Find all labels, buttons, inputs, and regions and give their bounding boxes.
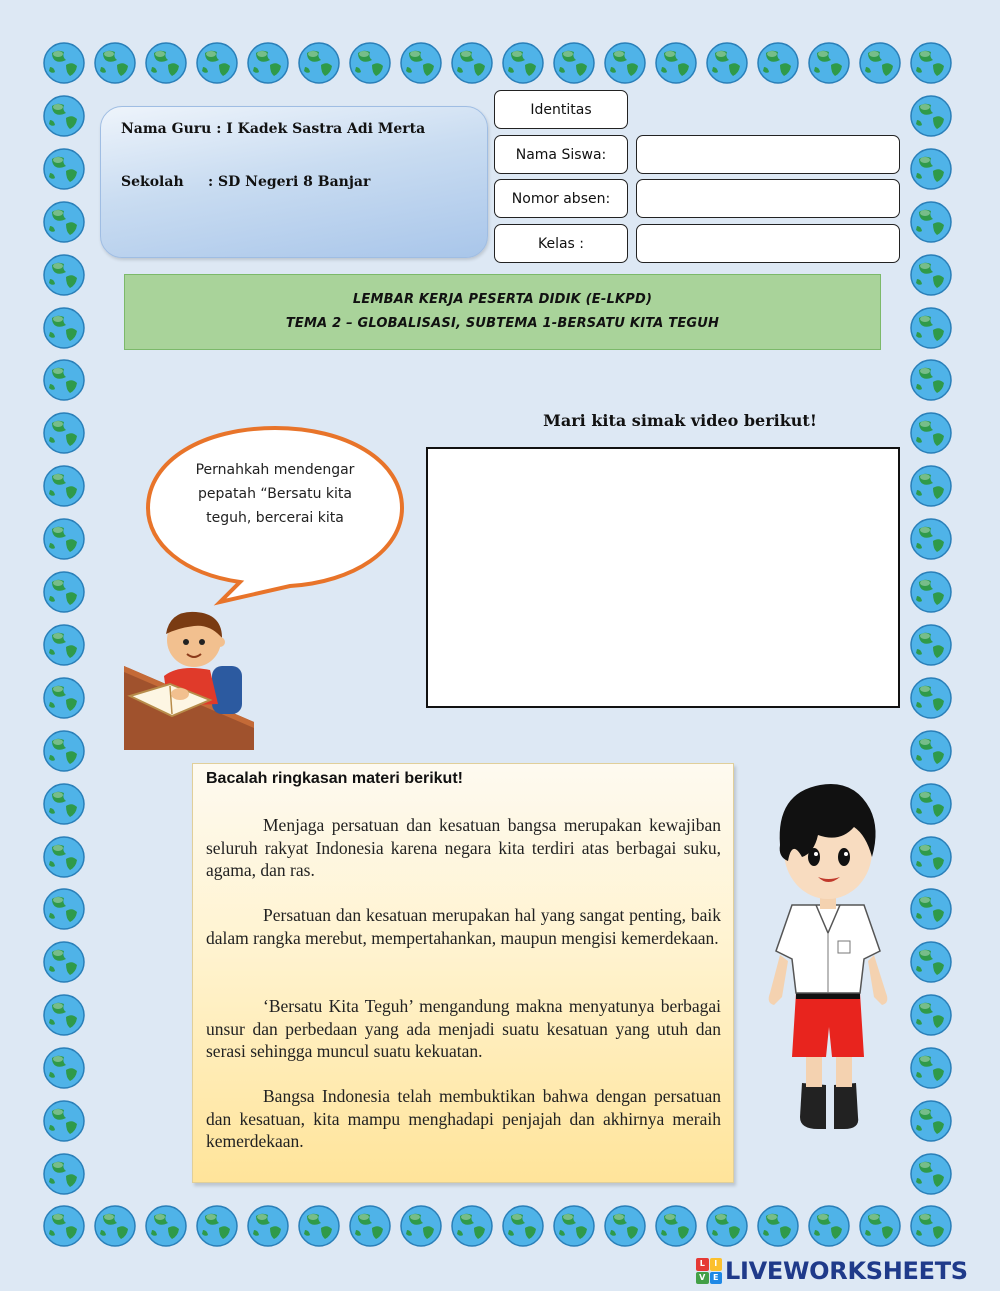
globe-icon	[42, 200, 86, 244]
globe-icon	[654, 41, 698, 85]
globe-icon	[348, 1204, 392, 1248]
globe-icon	[909, 887, 953, 931]
worksheet-title-band	[124, 274, 881, 350]
globe-icon	[195, 41, 239, 85]
video-heading: Mari kita simak video berikut!	[543, 411, 817, 430]
absence-number-field[interactable]	[636, 179, 900, 218]
globe-icon	[42, 358, 86, 402]
globe-icon	[909, 41, 953, 85]
globe-icon	[909, 782, 953, 826]
globe-icon	[42, 887, 86, 931]
globe-icon	[42, 729, 86, 773]
globe-icon	[756, 1204, 800, 1248]
globe-icon	[909, 570, 953, 614]
summary-heading: Bacalah ringkasan materi berikut!	[206, 770, 463, 787]
globe-icon	[909, 1046, 953, 1090]
bubble-question: Pernahkah mendengar pepatah “Bersatu kita teguh, bercerai kita	[195, 462, 355, 526]
globe-icon	[909, 1099, 953, 1143]
class-label: Kelas :	[494, 224, 628, 263]
brand-watermark	[696, 1255, 968, 1287]
globe-icon	[42, 1046, 86, 1090]
globe-icon	[42, 306, 86, 350]
brand-name: LIVEWORKSHEETS	[725, 1257, 968, 1285]
globe-icon	[42, 570, 86, 614]
globe-icon	[42, 1152, 86, 1196]
school-name: Sekolah : SD Negeri 8 Banjar	[121, 174, 371, 190]
summary-paragraph-3: ‘Bersatu Kita Teguh’ mengandung makna menyatunya berbagai unsur dan perbedaan yang ada menjadi suatu kesatuan yang utuh dan serasi sehingga muncul suatu kekuatan.	[206, 996, 721, 1062]
globe-icon	[603, 41, 647, 85]
globe-icon	[909, 517, 953, 561]
globe-icon	[909, 200, 953, 244]
globe-icon	[42, 940, 86, 984]
teacher-info-box	[100, 106, 488, 258]
globe-icon	[450, 1204, 494, 1248]
globe-icon	[144, 1204, 188, 1248]
globe-icon	[654, 1204, 698, 1248]
globe-icon	[858, 1204, 902, 1248]
summary-paragraph-2: Persatuan dan kesatuan merupakan hal yang sangat penting, baik dalam rangka merebut, mempertahankan, maupun mengisi kemerdekaan.	[206, 905, 721, 948]
identity-title: Identitas	[494, 90, 628, 129]
video-player[interactable]	[426, 447, 900, 708]
globe-icon	[42, 517, 86, 561]
student-name-label: Nama Siswa:	[494, 135, 628, 174]
globe-icon	[705, 41, 749, 85]
globe-icon	[42, 676, 86, 720]
globe-icon	[42, 253, 86, 297]
globe-icon	[399, 41, 443, 85]
globe-icon	[348, 41, 392, 85]
globe-icon	[42, 782, 86, 826]
globe-icon	[909, 623, 953, 667]
globe-icon	[909, 411, 953, 455]
globe-icon	[909, 1152, 953, 1196]
summary-paragraph-1: Menjaga persatuan dan kesatuan bangsa merupakan kewajiban seluruh rakyat Indonesia karena negara kita terdiri atas berbagai suku, agama, dan ras.	[206, 815, 721, 881]
globe-icon	[705, 1204, 749, 1248]
globe-icon	[756, 41, 800, 85]
globe-icon	[297, 1204, 341, 1248]
globe-icon	[909, 464, 953, 508]
globe-icon	[42, 147, 86, 191]
globe-icon	[42, 41, 86, 85]
globe-icon	[909, 94, 953, 138]
class-field[interactable]	[636, 224, 900, 263]
globe-icon	[297, 41, 341, 85]
globe-icon	[909, 729, 953, 773]
globe-icon	[144, 41, 188, 85]
globe-icon	[42, 623, 86, 667]
brand-logo-letter: E	[710, 1272, 723, 1285]
globe-icon	[807, 1204, 851, 1248]
globe-icon	[42, 1099, 86, 1143]
globe-icon	[450, 41, 494, 85]
globe-icon	[42, 993, 86, 1037]
globe-icon	[246, 1204, 290, 1248]
globe-icon	[246, 41, 290, 85]
reading-boy-icon	[124, 604, 256, 750]
globe-icon	[42, 411, 86, 455]
globe-icon	[909, 993, 953, 1037]
teacher-name: Nama Guru : I Kadek Sastra Adi Merta	[121, 121, 426, 137]
globe-icon	[195, 1204, 239, 1248]
globe-icon	[909, 253, 953, 297]
brand-logo-letter: V	[696, 1272, 709, 1285]
globe-icon	[603, 1204, 647, 1248]
globe-icon	[42, 464, 86, 508]
globe-icon	[858, 41, 902, 85]
globe-icon	[552, 1204, 596, 1248]
globe-icon	[909, 835, 953, 879]
globe-icon	[909, 1204, 953, 1248]
globe-icon	[909, 940, 953, 984]
globe-icon	[909, 306, 953, 350]
globe-icon	[42, 835, 86, 879]
absence-number-label: Nomor absen:	[494, 179, 628, 218]
globe-icon	[93, 1204, 137, 1248]
worksheet-theme: TEMA 2 – GLOBALISASI, SUBTEMA 1-BERSATU KITA TEGUH	[285, 316, 720, 331]
globe-icon	[807, 41, 851, 85]
globe-icon	[909, 358, 953, 402]
student-boy-icon	[762, 765, 892, 1139]
globe-icon	[909, 676, 953, 720]
globe-icon	[93, 41, 137, 85]
globe-icon	[552, 41, 596, 85]
brand-logo-icon	[696, 1258, 722, 1284]
globe-icon	[399, 1204, 443, 1248]
brand-logo-letter: I	[710, 1258, 723, 1271]
globe-icon	[909, 147, 953, 191]
brand-logo-letter: L	[696, 1258, 709, 1271]
worksheet-title: LEMBAR KERJA PESERTA DIDIK (E-LKPD)	[352, 292, 653, 307]
student-name-field[interactable]	[636, 135, 900, 174]
globe-icon	[501, 1204, 545, 1248]
summary-box	[192, 763, 734, 1183]
summary-paragraph-4: Bangsa Indonesia telah membuktikan bahwa dengan persatuan dan kesatuan, kita mampu menghadapi penjajah dan akhirnya meraih kemerdekaan.	[206, 1086, 721, 1152]
globe-icon	[42, 94, 86, 138]
globe-icon	[501, 41, 545, 85]
globe-icon	[42, 1204, 86, 1248]
